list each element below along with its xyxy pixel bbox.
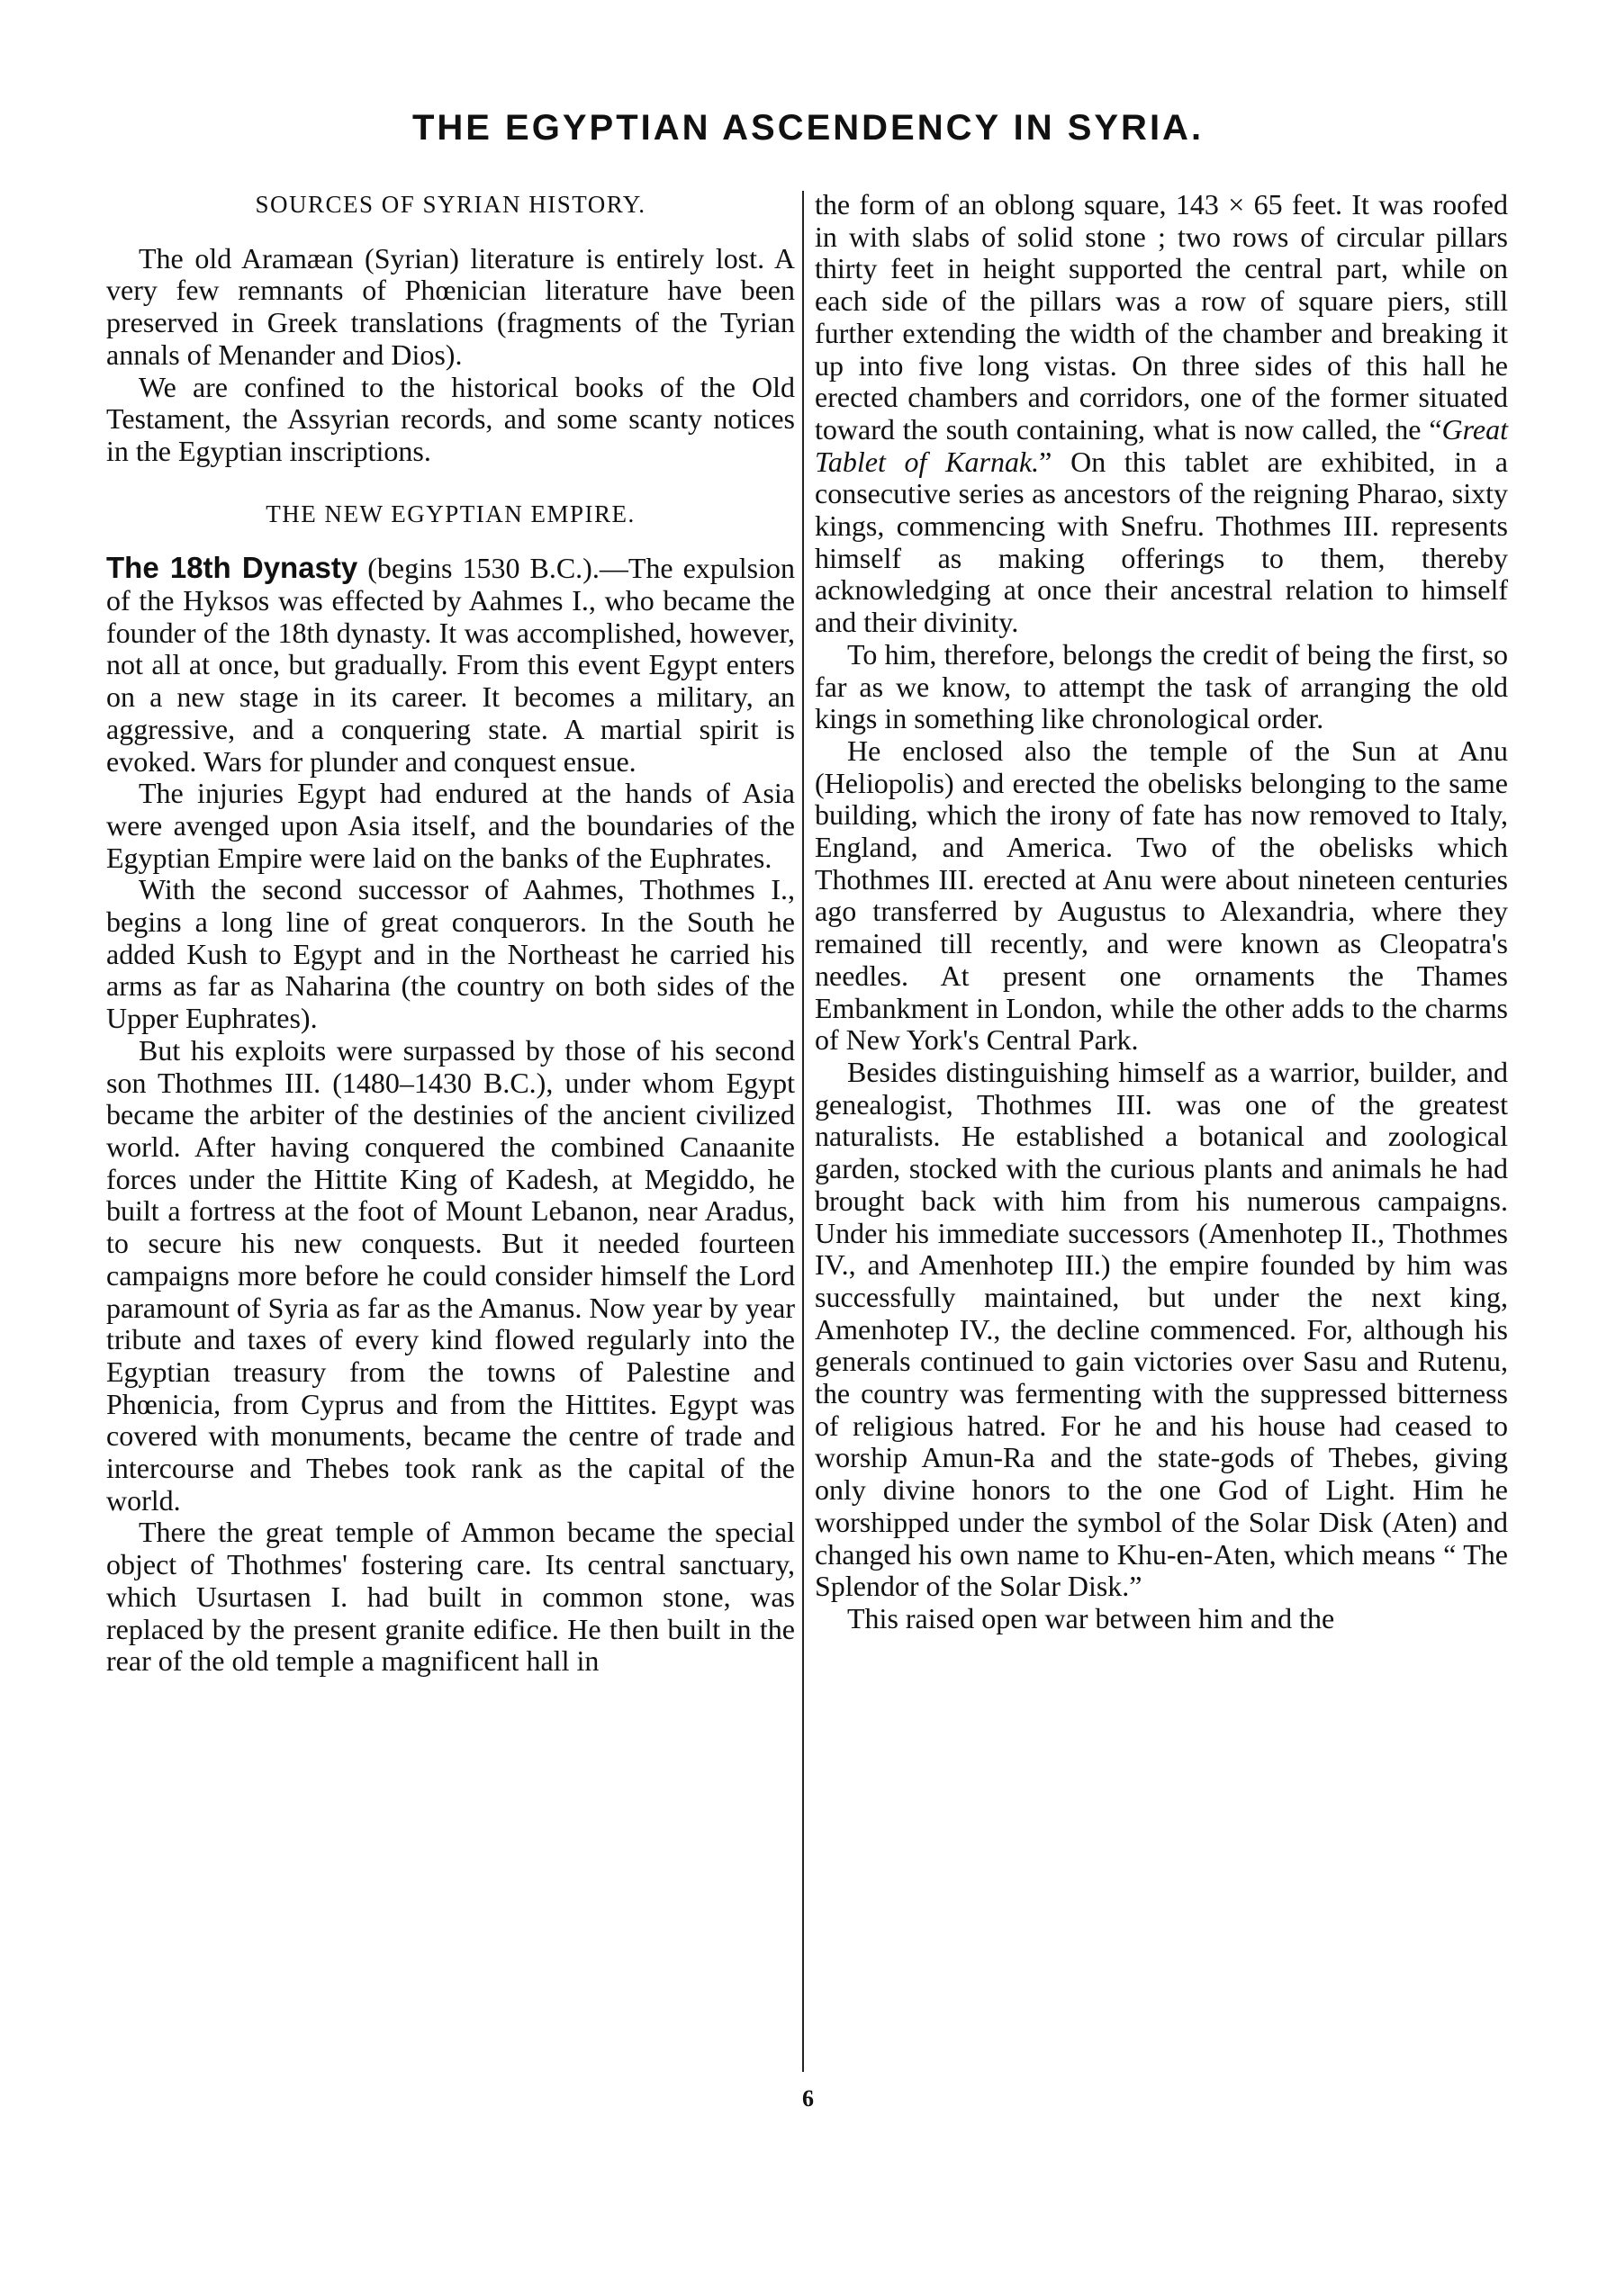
paragraph: To him, therefore, belongs the credit of being the first, so far as we know, to attempt the task of arranging the old kings in something like chronological order.: [815, 637, 1508, 735]
paragraph: There the great temple of Ammon became the special object of Thothmes' fostering care. Its central sanctuary, which Usurtasen I. had built in common stone, was replaced by the present granite edifice. He then built in the rear of the old temple a magnificent hall in: [106, 1516, 795, 1678]
paragraph-lead: The 18th Dynasty: [106, 551, 358, 585]
paragraph: This raised open war between him and the: [847, 1601, 1335, 1634]
paragraph-continued: [815, 189, 1508, 639]
section-heading-new-empire: THE NEW EGYPTIAN EMPIRE.: [266, 500, 636, 527]
paragraph-text: ” On this tablet are exhibited, in a consecutive series as ancestors of the reigning Pharao, sixty kings, commencing with Snefru. Thothmes III. represents himself as making offerings to them, thereby acknowledging at once their ancestral relation to himself and their divinity.: [815, 445, 1509, 639]
right-column: [815, 189, 1508, 1635]
section-heading-sources: SOURCES OF SYRIAN HISTORY.: [255, 191, 646, 218]
paragraph: Besides distinguishing himself as a warrior, builder, and genealogist, Thothmes III. was one of the greatest naturalists. He established a botanical and zoological garden, stocked with the curious plants and animals he had brought back with him from his numerous campaigns. Under his immediate successors (Amenhotep II., Thothmes IV., and Amenhotep III.) the empire founded by him was successfully maintained, but under the next king, Amenhotep IV., the decline commenced. For, although his generals continued to gain victories over Sasu and Rutenu, the country was fermenting with the suppressed bitterness of religious hatred. For he and his house had ceased to worship Amun-Ra and the state-gods of Thebes, giving only divine honors to the one God of Light. Him he worshipped under the symbol of the Solar Disk (Aten) and changed his own name to Khu-en-Aten, which means “ The Splendor of the Solar Disk.”: [815, 1055, 1508, 1603]
column-divider: [802, 191, 804, 2072]
paragraph-18th-dynasty: [106, 552, 795, 778]
paragraph-text: (begins 1530 B.C.).—The expulsion of the Hyksos was effected by Aahmes I., who became the founder of the 18th dynasty. It was accomplished, however, not all at once, but gradually. From this event Egypt enters on a new stage in its career. It becomes a military, an aggressive, and a conquering state. A martial spirit is evoked. Wars for plunder and conquest ensue.: [106, 552, 796, 778]
left-column: [106, 189, 795, 1678]
page-title: THE EGYPTIAN ASCENDENCY IN SYRIA.: [411, 108, 1205, 148]
italic-title: Great Tablet of Karnak.: [815, 412, 1508, 478]
paragraph: He enclosed also the temple of the Sun at Anu (Heliopolis) and erected the obelisks belonging to the same building, which the irony of fate has now removed to Italy, England, and America. Two of the obelisks which Thothmes III. erected at Anu were about nineteen centuries ago transferred by Augustus to Alexandria, where they remained till recently, and were known as Cleopatra's needles. At present one ornaments the Thames Embankment in London, while the other adds to the charms of New York's Central Park.: [815, 734, 1508, 1057]
paragraph: But his exploits were surpassed by those of his second son Thothmes III. (1480–1430 B.C.), under whom Egypt became the arbiter of the destinies of the ancient civilized world. After having conquered the combined Canaanite forces under the Hittite King of Kadesh, at Megiddo, he built a fortress at the foot of Mount Lebanon, near Aradus, to secure his new conquests. But it needed fourteen campaigns more before he could consider himself the Lord paramount of Syria as far as the Amanus. Now year by year tribute and taxes of every kind flowed regularly into the Egyptian treasury from the towns of Palestine and Phœnicia, from Cyprus and from the Hittites. Egypt was covered with monuments, became the centre of trade and intercourse and Thebes took rank as the capital of the world.: [106, 1033, 795, 1517]
paragraph-text: the form of an oblong square, 143 × 65 feet. It was roofed in with slabs of solid stone ; two rows of circular pillars thirty feet in height supported the central part, while on each side of the pillars was a row of square piers, still further extending the width of the chamber and breaking it up into five long vistas. On three sides of this hall he erected chambers and corridors, one of the former situated toward the south containing, what is now called, the “: [815, 188, 1508, 446]
paragraph: We are confined to the historical books of the Old Testament, the Assyrian records, and some scanty notices in the Egyptian inscriptions.: [106, 370, 795, 467]
page-number: 6: [802, 2085, 814, 2111]
paragraph: The injuries Egypt had endured at the hands of Asia were avenged upon Asia itself, and the boundaries of the Egyptian Empire were laid on the banks of the Euphrates.: [106, 777, 795, 874]
paragraph: The old Aramæan (Syrian) literature is entirely lost. A very few remnants of Phœnician literature have been preserved in Greek translations (fragments of the Tyrian annals of Menander and Dios).: [106, 241, 795, 371]
paragraph: With the second successor of Aahmes, Thothmes I., begins a long line of great conquerors. In the South he added Kush to Egypt and in the Northeast he carried his arms as far as Naharina (the country on both sides of the Upper Euphrates).: [106, 873, 795, 1035]
